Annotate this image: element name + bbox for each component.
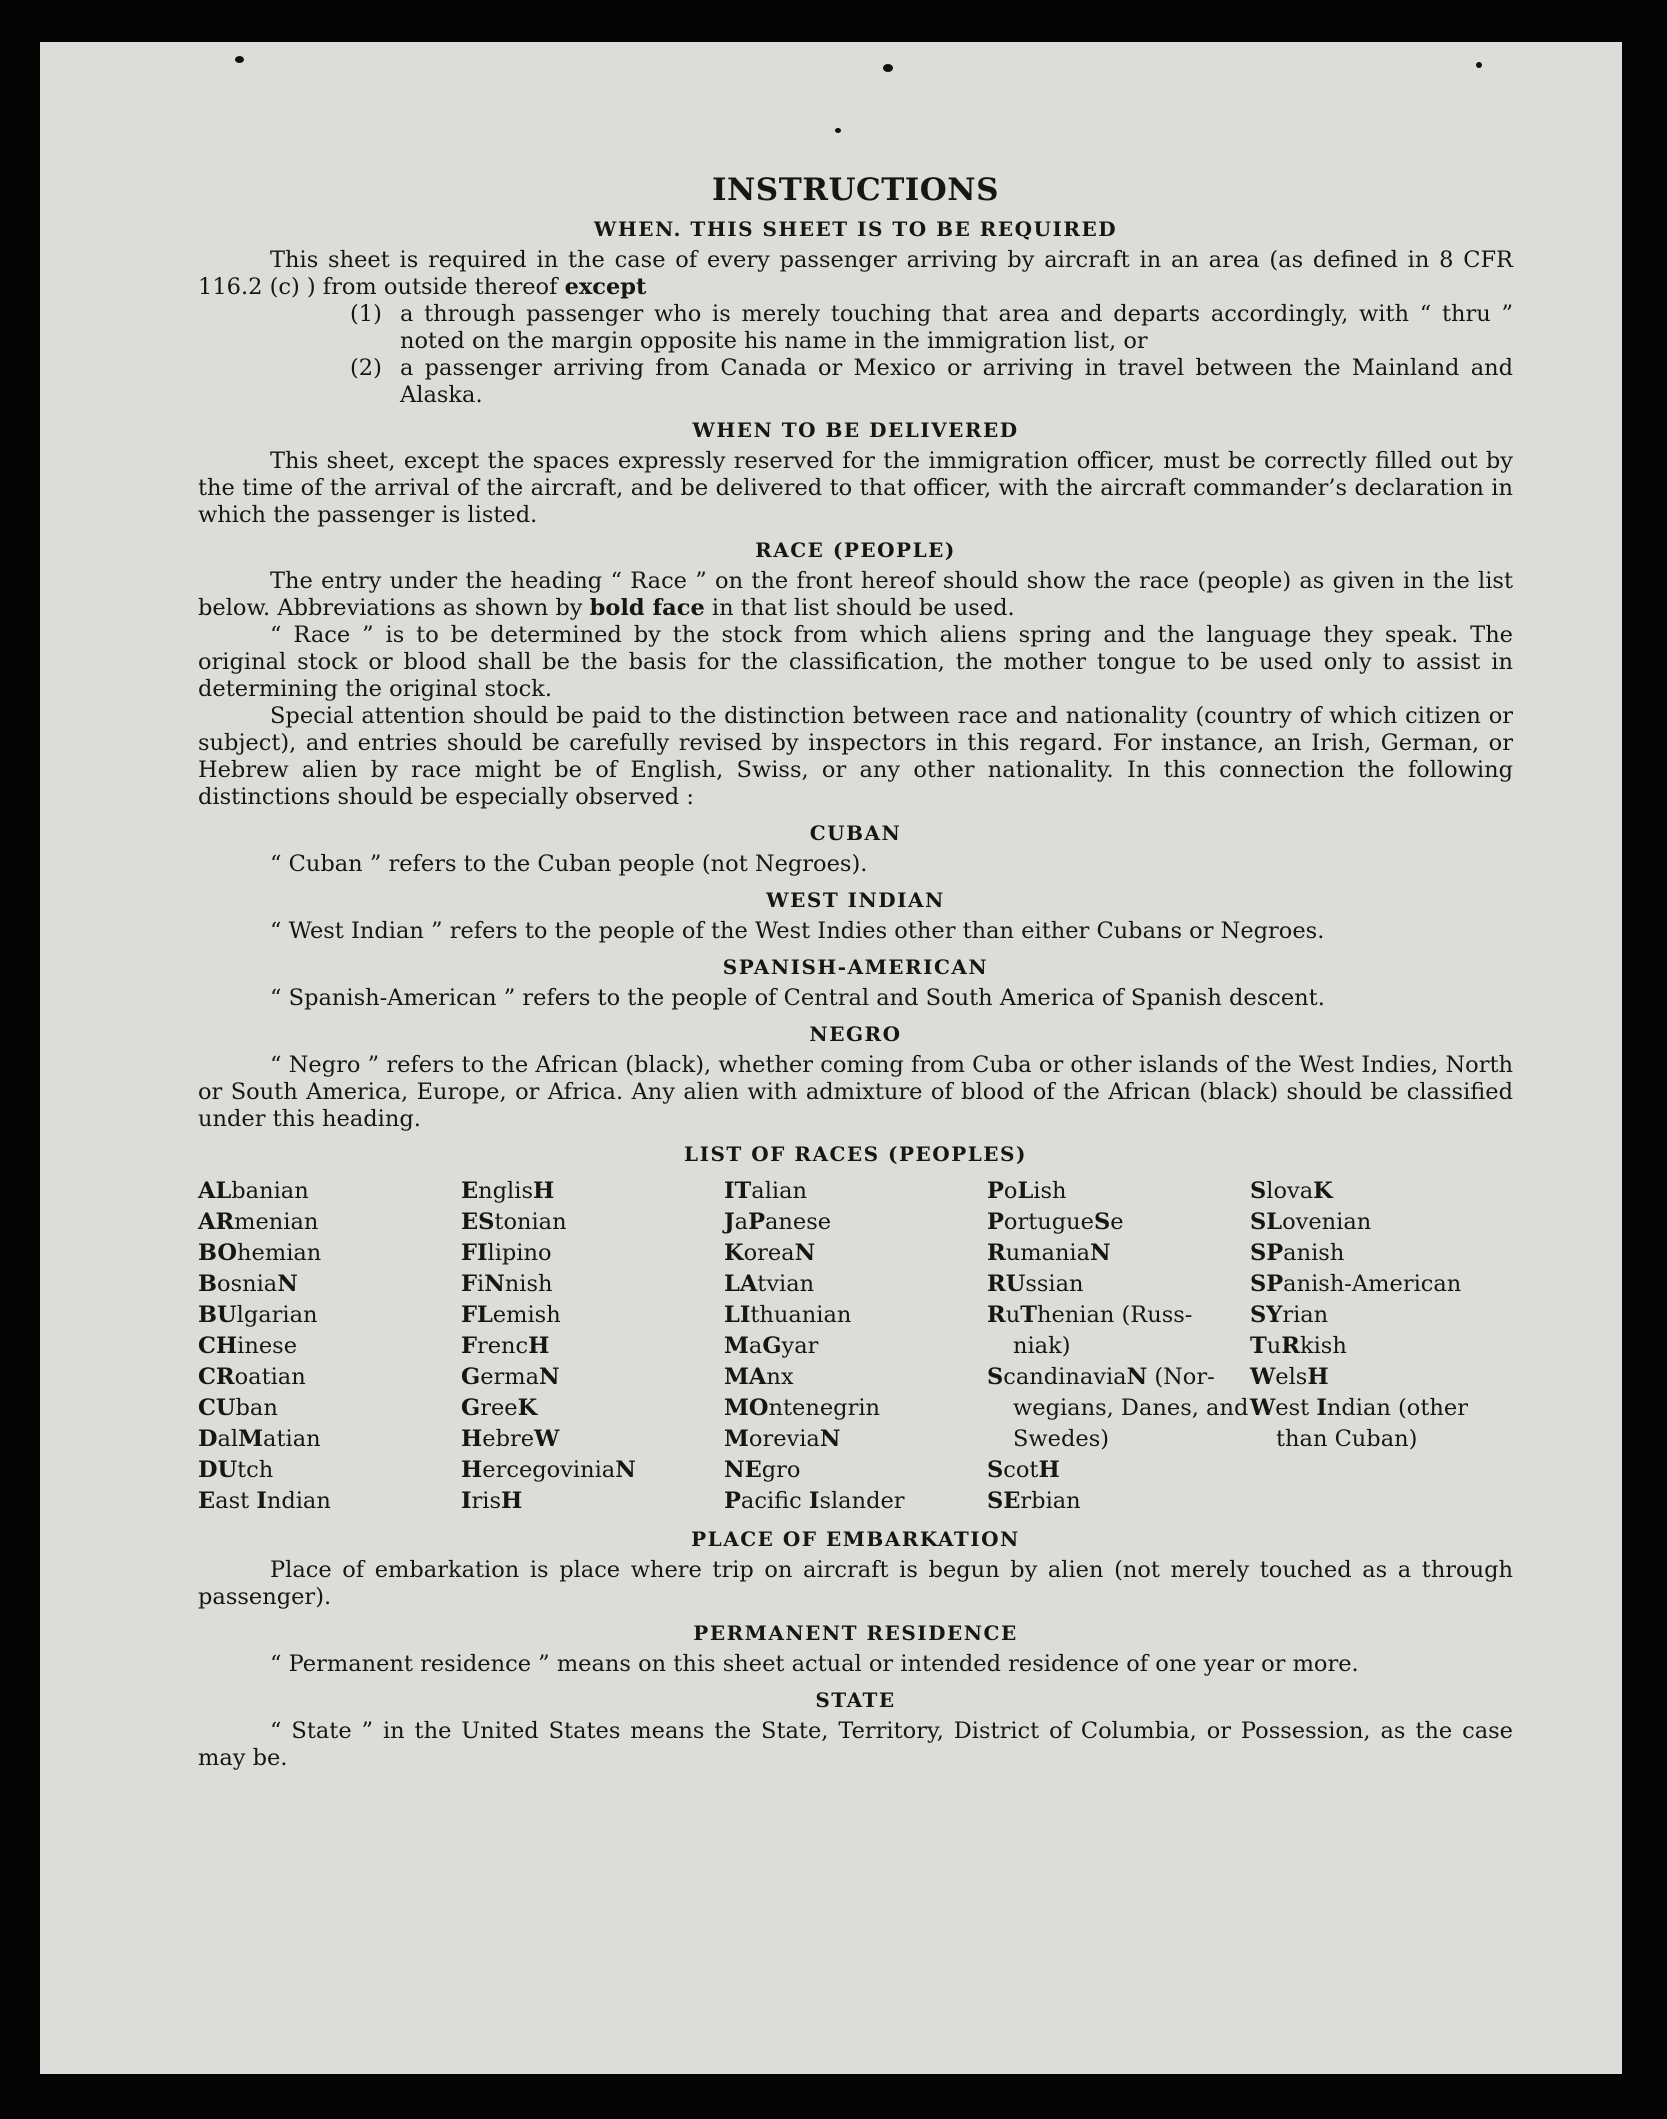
race-entry	[724, 1300, 987, 1331]
race-name-part: u	[1266, 1333, 1282, 1359]
race-abbreviation: I	[1316, 1395, 1327, 1421]
race-name-part: els	[1275, 1364, 1308, 1390]
race-entry	[198, 1424, 461, 1455]
except-emphasis: except	[564, 274, 647, 300]
race-name-part: ban	[235, 1395, 278, 1421]
race-abbreviation: F	[461, 1333, 477, 1359]
race-abbreviation: P	[987, 1209, 1004, 1235]
race-name-part: ris	[471, 1488, 502, 1514]
race-name-part: rian	[1282, 1302, 1329, 1328]
heading-required: WHEN. THIS SHEET IS TO BE REQUIRED	[593, 217, 1118, 241]
race-name-part: a	[748, 1333, 763, 1359]
race-name-part: nish	[504, 1271, 553, 1297]
race-entry	[461, 1455, 724, 1486]
race-entry	[1250, 1207, 1513, 1238]
race-name-part: yar	[781, 1333, 819, 1359]
spanish-american-text: “ Spanish-American ” refers to the people of Central and South America of Spanish descent.	[270, 985, 1325, 1011]
race-entry	[461, 1362, 724, 1393]
heading-delivered: WHEN TO BE DELIVERED	[692, 418, 1019, 442]
race-name-part: ortugue	[1003, 1209, 1094, 1235]
race-abbreviation: K	[724, 1240, 744, 1266]
state-text: “ State ” in the United States means the State, Territory, District of Columbia, or Possession, as the case may be.	[198, 1718, 1513, 1771]
race-name-part: nx	[766, 1364, 794, 1390]
race-abbreviation: DU	[198, 1457, 238, 1483]
race-name-part: osnia	[217, 1271, 278, 1297]
race-name-part: anish-American	[1283, 1271, 1462, 1297]
race-abbreviation: BO	[198, 1240, 238, 1266]
race-column-3	[724, 1176, 987, 1517]
race-abbreviation: W	[1250, 1395, 1276, 1421]
race-name-part: lova	[1266, 1178, 1314, 1204]
item-text: a passenger arriving from Canada or Mexico or arriving in travel between the Mainland and Alaska.	[400, 355, 1513, 408]
race-abbreviation: S	[1093, 1209, 1111, 1235]
race-entry	[987, 1486, 1250, 1517]
race-name-part: candinavia	[1003, 1364, 1127, 1390]
race-abbreviation: H	[528, 1333, 550, 1359]
race-abbreviation: P	[724, 1488, 741, 1514]
race-abbreviation: S	[1250, 1178, 1267, 1204]
race-abbreviation: E	[198, 1488, 216, 1514]
race-entry	[198, 1207, 461, 1238]
race-name-part: ndian (other than Cuban)	[1276, 1395, 1468, 1452]
race-abbreviation: R	[987, 1302, 1006, 1328]
race-entry	[987, 1300, 1250, 1362]
bold-face-emphasis: bold face	[589, 595, 705, 621]
race-column-5	[1250, 1176, 1513, 1517]
race-abbreviation: N	[1090, 1240, 1111, 1266]
race-name-part: erma	[480, 1364, 540, 1390]
race-abbreviation: SL	[1250, 1209, 1283, 1235]
race-entry	[198, 1393, 461, 1424]
race-abbreviation: T	[1250, 1333, 1267, 1359]
race-entry	[1250, 1300, 1513, 1331]
race-entry	[1250, 1331, 1513, 1362]
race-abbreviation: I	[461, 1488, 472, 1514]
exception-item-1	[350, 301, 1513, 355]
race-entry	[198, 1176, 461, 1207]
race-name-part: ree	[480, 1395, 518, 1421]
item-number: (1)	[350, 301, 382, 327]
race-entry	[987, 1207, 1250, 1238]
instructions-content	[198, 172, 1513, 1772]
speck	[835, 128, 841, 133]
document-page	[40, 42, 1622, 2074]
race-abbreviation: CU	[198, 1395, 236, 1421]
race-abbreviation: H	[1307, 1364, 1329, 1390]
cuban-text: “ Cuban ” refers to the Cuban people (not Negroes).	[270, 851, 868, 877]
delivered-text: This sheet, except the spaces expressly reserved for the immigration officer, must be correctly filled out by the time of the arrival of the aircraft, and be delivered to that officer, with the aircraft commander’s declaration in which the passenger is listed.	[198, 448, 1513, 528]
race-entry	[198, 1238, 461, 1269]
race-abbreviation: H	[1038, 1457, 1060, 1483]
race-name-part: al	[217, 1426, 239, 1452]
race-abbreviation: ES	[461, 1209, 495, 1235]
race-entry	[198, 1300, 461, 1331]
race-entry	[1250, 1176, 1513, 1207]
race-abbreviation: SP	[1250, 1240, 1284, 1266]
race-abbreviation: LI	[724, 1302, 751, 1328]
race-entry	[724, 1238, 987, 1269]
race-abbreviation: S	[987, 1457, 1004, 1483]
race-name-part: orevia	[748, 1426, 820, 1452]
race-abbreviation: I	[808, 1488, 820, 1514]
race-name-part: rbian	[1020, 1488, 1081, 1514]
race-abbreviation: SP	[1250, 1271, 1284, 1297]
race-abbreviation: LA	[724, 1271, 758, 1297]
race-entry	[987, 1238, 1250, 1269]
race-name-part: hemian	[237, 1240, 322, 1266]
race-name-part: thuanian	[750, 1302, 852, 1328]
race-abbreviation: AL	[198, 1178, 232, 1204]
race-abbreviation: N	[1126, 1364, 1148, 1390]
race-abbreviation: BU	[198, 1302, 237, 1328]
race-name-part: anish	[1283, 1240, 1345, 1266]
race-p1-text: The entry under the heading “ Race ” on the front hereof should show the race (people) as given in the list below. Abbreviations as shown by	[198, 568, 1513, 621]
race-entry	[987, 1455, 1250, 1486]
race-name-part: u	[1005, 1302, 1021, 1328]
race-abbreviation: G	[461, 1364, 481, 1390]
race-abbreviation: H	[501, 1488, 523, 1514]
race-name-part: oatian	[234, 1364, 306, 1390]
race-name-part: umania	[1005, 1240, 1091, 1266]
race-entry	[724, 1362, 987, 1393]
race-name-part: anese	[765, 1209, 832, 1235]
race-column-2	[461, 1176, 724, 1517]
race-abbreviation: R	[987, 1240, 1006, 1266]
west-indian-text: “ West Indian ” refers to the people of the West Indies other than either Cubans or Negroes.	[270, 918, 1325, 944]
residence-text: “ Permanent residence ” means on this sheet actual or intended residence of one year or more.	[270, 1651, 1359, 1677]
embarkation-text: Place of embarkation is place where trip on aircraft is begun by alien (not merely touched as a through passenger).	[198, 1557, 1513, 1610]
race-abbreviation: SY	[1250, 1302, 1283, 1328]
race-abbreviation: P	[987, 1178, 1004, 1204]
race-name-part: ndian	[266, 1488, 331, 1514]
race-abbreviation: CR	[198, 1364, 235, 1390]
race-abbreviation: MO	[724, 1395, 769, 1421]
race-p1-text-end: in that list should be used.	[704, 595, 1015, 621]
race-entry	[1250, 1269, 1513, 1300]
required-intro-text: This sheet is required in the case of every passenger arriving by aircraft in an area (as defined in 8 CFR 116.2 (c) ) from outside thereof	[198, 247, 1513, 300]
race-abbreviation: MA	[724, 1364, 767, 1390]
race-abbreviation: F	[461, 1271, 477, 1297]
race-abbreviation: N	[539, 1364, 560, 1390]
race-name-part: ercegovinia	[482, 1457, 616, 1483]
race-abbreviation: G	[461, 1395, 481, 1421]
race-entry	[198, 1331, 461, 1362]
race-abbreviation: CH	[198, 1333, 238, 1359]
race-abbreviation: G	[762, 1333, 782, 1359]
race-name-part: henian (Russ- niak)	[1013, 1302, 1193, 1359]
race-entry	[724, 1455, 987, 1486]
race-entry	[461, 1176, 724, 1207]
heading-cuban: CUBAN	[809, 821, 902, 845]
race-entry	[724, 1331, 987, 1362]
race-name-part: kish	[1299, 1333, 1347, 1359]
race-entry	[724, 1207, 987, 1238]
speck	[883, 64, 893, 72]
heading-spanish-american: SPANISH-AMERICAN	[722, 955, 989, 979]
race-abbreviation: M	[238, 1426, 264, 1452]
race-entry	[1250, 1362, 1513, 1393]
race-entry	[724, 1176, 987, 1207]
race-paragraph-1	[198, 568, 1513, 622]
race-entry	[461, 1300, 724, 1331]
race-name-part: orea	[743, 1240, 795, 1266]
race-name-part: alian	[751, 1178, 807, 1204]
race-name-part: inese	[237, 1333, 298, 1359]
race-name-part: renc	[476, 1333, 529, 1359]
race-entry	[461, 1207, 724, 1238]
race-abbreviation: M	[724, 1426, 749, 1452]
race-entry	[461, 1486, 724, 1517]
race-abbreviation: L	[1017, 1178, 1034, 1204]
race-abbreviation: W	[1250, 1364, 1276, 1390]
race-name-part: atian	[263, 1426, 321, 1452]
race-entry	[987, 1176, 1250, 1207]
race-name-part: tvian	[757, 1271, 815, 1297]
race-entry	[461, 1331, 724, 1362]
race-abbreviation: I	[256, 1488, 267, 1514]
race-name-part: ntenegrin	[768, 1395, 881, 1421]
race-abbreviation: M	[724, 1333, 749, 1359]
race-name-part: e	[1110, 1209, 1124, 1235]
race-name-part: (Nor- wegians, Danes, and Swedes)	[1013, 1364, 1249, 1452]
race-entry	[198, 1486, 461, 1517]
race-name-part: banian	[231, 1178, 309, 1204]
race-entry	[987, 1269, 1250, 1300]
race-abbreviation: H	[461, 1457, 483, 1483]
race-abbreviation: N	[615, 1457, 636, 1483]
race-entry	[724, 1424, 987, 1455]
race-name-part: ebre	[482, 1426, 535, 1452]
heading-state: STATE	[815, 1688, 896, 1712]
race-abbreviation: R	[1281, 1333, 1300, 1359]
race-abbreviation: H	[461, 1426, 483, 1452]
race-name-part: est	[1275, 1395, 1317, 1421]
race-column-1	[198, 1176, 461, 1517]
race-abbreviation: J	[724, 1209, 735, 1235]
race-abbreviation: K	[1313, 1178, 1333, 1204]
race-paragraph-3: Special attention should be paid to the distinction between race and nationality (country of which citizen or subject), and entries should be carefully revised by inspectors in this regard. For instance, an Irish, German, or Hebrew alien by race might be of English, Swiss, or any other nationality. In this connection the following distinctions should be especially observed :	[198, 703, 1513, 810]
speck	[235, 56, 244, 63]
negro-text: “ Negro ” refers to the African (black), whether coming from Cuba or other islands of the West Indies, North or South America, Europe, or Africa. Any alien with admixture of blood of the African (black) should be classified under this heading.	[198, 1052, 1513, 1132]
item-number: (2)	[350, 355, 382, 381]
race-name-part: i	[476, 1271, 485, 1297]
item-text: a through passenger who is merely touching that area and departs accordingly, with “ thru ” noted on the margin opposite his name in the immigration list, or	[400, 301, 1513, 354]
heading-list-of-races: LIST OF RACES (PEOPLES)	[684, 1142, 1027, 1166]
race-entry	[461, 1238, 724, 1269]
race-abbreviation: P	[748, 1209, 765, 1235]
race-name-part: tch	[237, 1457, 274, 1483]
race-entry	[461, 1269, 724, 1300]
required-intro	[198, 247, 1513, 301]
race-abbreviation: NE	[724, 1457, 762, 1483]
race-name-part: lipino	[487, 1240, 552, 1266]
race-abbreviation: N	[819, 1426, 841, 1452]
race-entry	[461, 1393, 724, 1424]
race-name-part: ish	[1033, 1178, 1067, 1204]
race-abbreviation: E	[461, 1178, 479, 1204]
race-abbreviation: RU	[987, 1271, 1026, 1297]
race-abbreviation: N	[484, 1271, 505, 1297]
race-list	[198, 1176, 1513, 1517]
race-name-part: emish	[492, 1302, 561, 1328]
race-abbreviation: SE	[987, 1488, 1021, 1514]
race-name-part: menian	[234, 1209, 319, 1235]
race-entry	[724, 1269, 987, 1300]
race-entry	[724, 1486, 987, 1517]
heading-west-indian: WEST INDIAN	[766, 888, 945, 912]
race-name-part: ssian	[1025, 1271, 1084, 1297]
race-paragraph-2: “ Race ” is to be determined by the stock from which aliens spring and the language they speak. The original stock or blood shall be the basis for the classification, the mother tongue to be used only to assist in determining the original stock.	[198, 622, 1513, 702]
race-abbreviation: B	[198, 1271, 218, 1297]
exception-item-2	[350, 355, 1513, 409]
race-abbreviation: T	[1020, 1302, 1037, 1328]
race-abbreviation: K	[517, 1395, 538, 1421]
heading-embarkation: PLACE OF EMBARKATION	[691, 1527, 1020, 1551]
speck	[1476, 62, 1482, 68]
race-name-part: nglis	[478, 1178, 533, 1204]
race-entry	[1250, 1393, 1513, 1455]
race-column-4	[987, 1176, 1250, 1517]
race-entry	[987, 1362, 1250, 1455]
race-entry	[461, 1424, 724, 1455]
race-abbreviation: S	[987, 1364, 1004, 1390]
race-abbreviation: FL	[461, 1302, 493, 1328]
race-abbreviation: D	[198, 1426, 218, 1452]
race-name-part: a	[734, 1209, 749, 1235]
race-name-part: acific	[740, 1488, 809, 1514]
race-entry	[724, 1393, 987, 1424]
heading-residence: PERMANENT RESIDENCE	[693, 1621, 1018, 1645]
race-name-part: lgarian	[236, 1302, 318, 1328]
heading-negro: NEGRO	[809, 1022, 902, 1046]
race-abbreviation: H	[533, 1178, 555, 1204]
race-name-part: gro	[761, 1457, 801, 1483]
race-entry	[198, 1455, 461, 1486]
race-entry	[198, 1269, 461, 1300]
race-abbreviation: AR	[198, 1209, 235, 1235]
race-name-part: ovenian	[1282, 1209, 1372, 1235]
page-title: INSTRUCTIONS	[711, 172, 1000, 208]
race-abbreviation: FI	[461, 1240, 488, 1266]
race-name-part: o	[1003, 1178, 1018, 1204]
race-name-part: ast	[215, 1488, 257, 1514]
heading-race: RACE (PEOPLE)	[755, 538, 956, 562]
race-abbreviation: W	[534, 1426, 560, 1452]
race-abbreviation: N	[277, 1271, 298, 1297]
race-name-part: tonian	[494, 1209, 567, 1235]
race-abbreviation: N	[794, 1240, 816, 1266]
race-name-part: slander	[819, 1488, 905, 1514]
race-abbreviation: IT	[724, 1178, 752, 1204]
race-entry	[1250, 1238, 1513, 1269]
race-entry	[198, 1362, 461, 1393]
race-name-part: cot	[1003, 1457, 1039, 1483]
